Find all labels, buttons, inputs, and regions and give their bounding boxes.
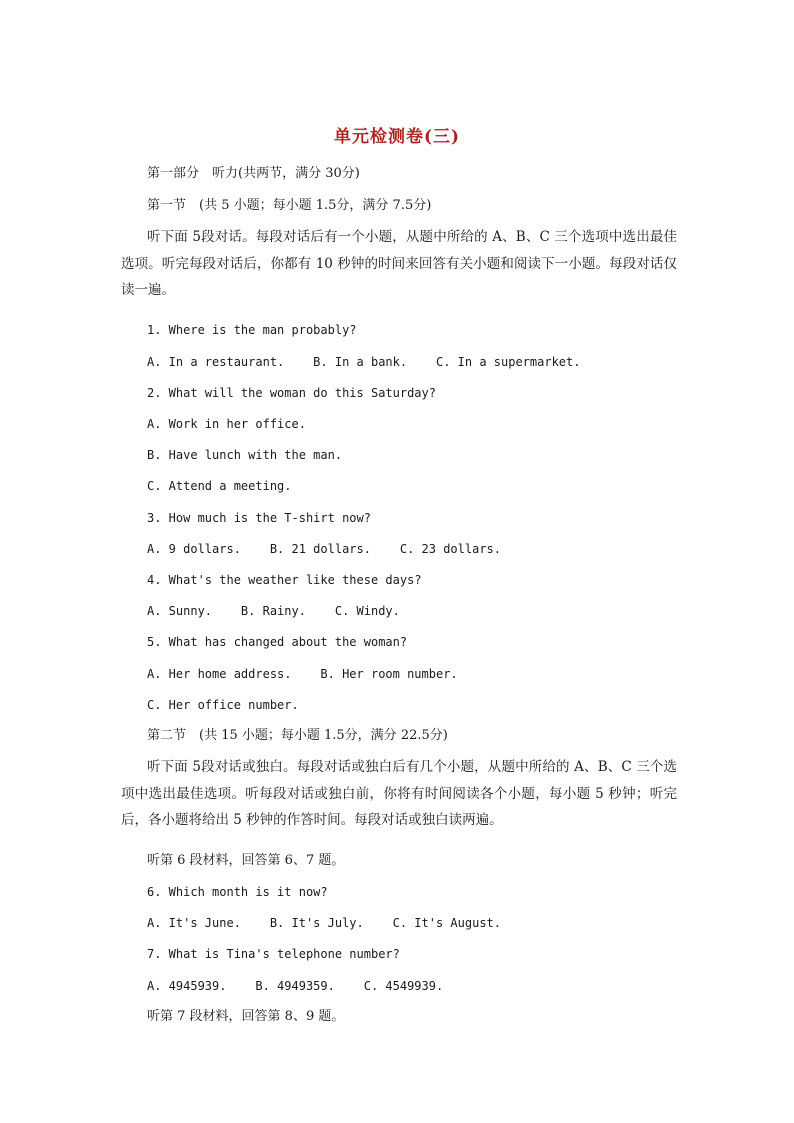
question-5-option-c: C. Her office number. <box>147 698 299 712</box>
question-2: 2. What will the woman do this Saturday? <box>147 386 436 400</box>
question-2-option-a: A. Work in her office. <box>147 417 306 431</box>
section2-instruction: 听下面 5段对话或独白。每段对话或独白后有几个小题，从题中所给的 A、B、C 三个选项中选出最佳选项。听每段对话或独白前，你将有时间阅读各个小题，每小题 5 秒钟；听完后，各小题将给出 5 秒钟的作答时间。每段对话或独白读两遍。 <box>121 759 677 828</box>
question-1-options: A. In a restaurant. B. In a bank. C. In a supermarket. <box>147 355 581 369</box>
question-2-option-b: B. Have lunch with the man. <box>147 448 343 462</box>
question-1: 1. Where is the man probably? <box>147 323 357 337</box>
question-7-options: A. 4945939. B. 4949359. C. 4549939. <box>147 979 444 993</box>
material-6-instruction: 听第 6 段材料，回答第 6、7 题。 <box>147 853 345 868</box>
question-5-options-ab: A. Her home address. B. Her room number. <box>147 667 458 681</box>
question-4-options: A. Sunny. B. Rainy. C. Windy. <box>147 604 400 618</box>
material-7-instruction: 听第 7 段材料，回答第 8、9 题。 <box>147 1009 345 1024</box>
question-3-options: A. 9 dollars. B. 21 dollars. C. 23 dollars. <box>147 542 502 556</box>
question-3: 3. How much is the T-shirt now? <box>147 511 371 525</box>
question-7: 7. What is Tina's telephone number? <box>147 947 400 961</box>
page-title: 单元检测卷(三) <box>333 127 461 147</box>
question-4: 4. What's the weather like these days? <box>147 573 422 587</box>
question-6: 6. Which month is it now? <box>147 885 328 899</box>
section2-heading: 第二节 (共 15 小题；每小题 1.5分，满分 22.5分) <box>147 728 448 743</box>
question-2-option-c: C. Attend a meeting. <box>147 479 292 493</box>
section1-instruction: 听下面 5段对话。每段对话后有一个小题，从题中所给的 A、B、C 三个选项中选出最佳选项。听完每段对话后，你都有 10 秒钟的时间来回答有关小题和阅读下一小题。每段对话仅读一遍。 <box>121 229 677 298</box>
part1-heading: 第一部分 听力(共两节，满分 30分) <box>147 166 360 181</box>
question-5: 5. What has changed about the woman? <box>147 635 408 649</box>
section1-heading: 第一节 (共 5 小题；每小题 1.5分，满分 7.5分) <box>147 198 432 213</box>
question-6-options: A. It's June. B. It's July. C. It's August. <box>147 916 502 930</box>
